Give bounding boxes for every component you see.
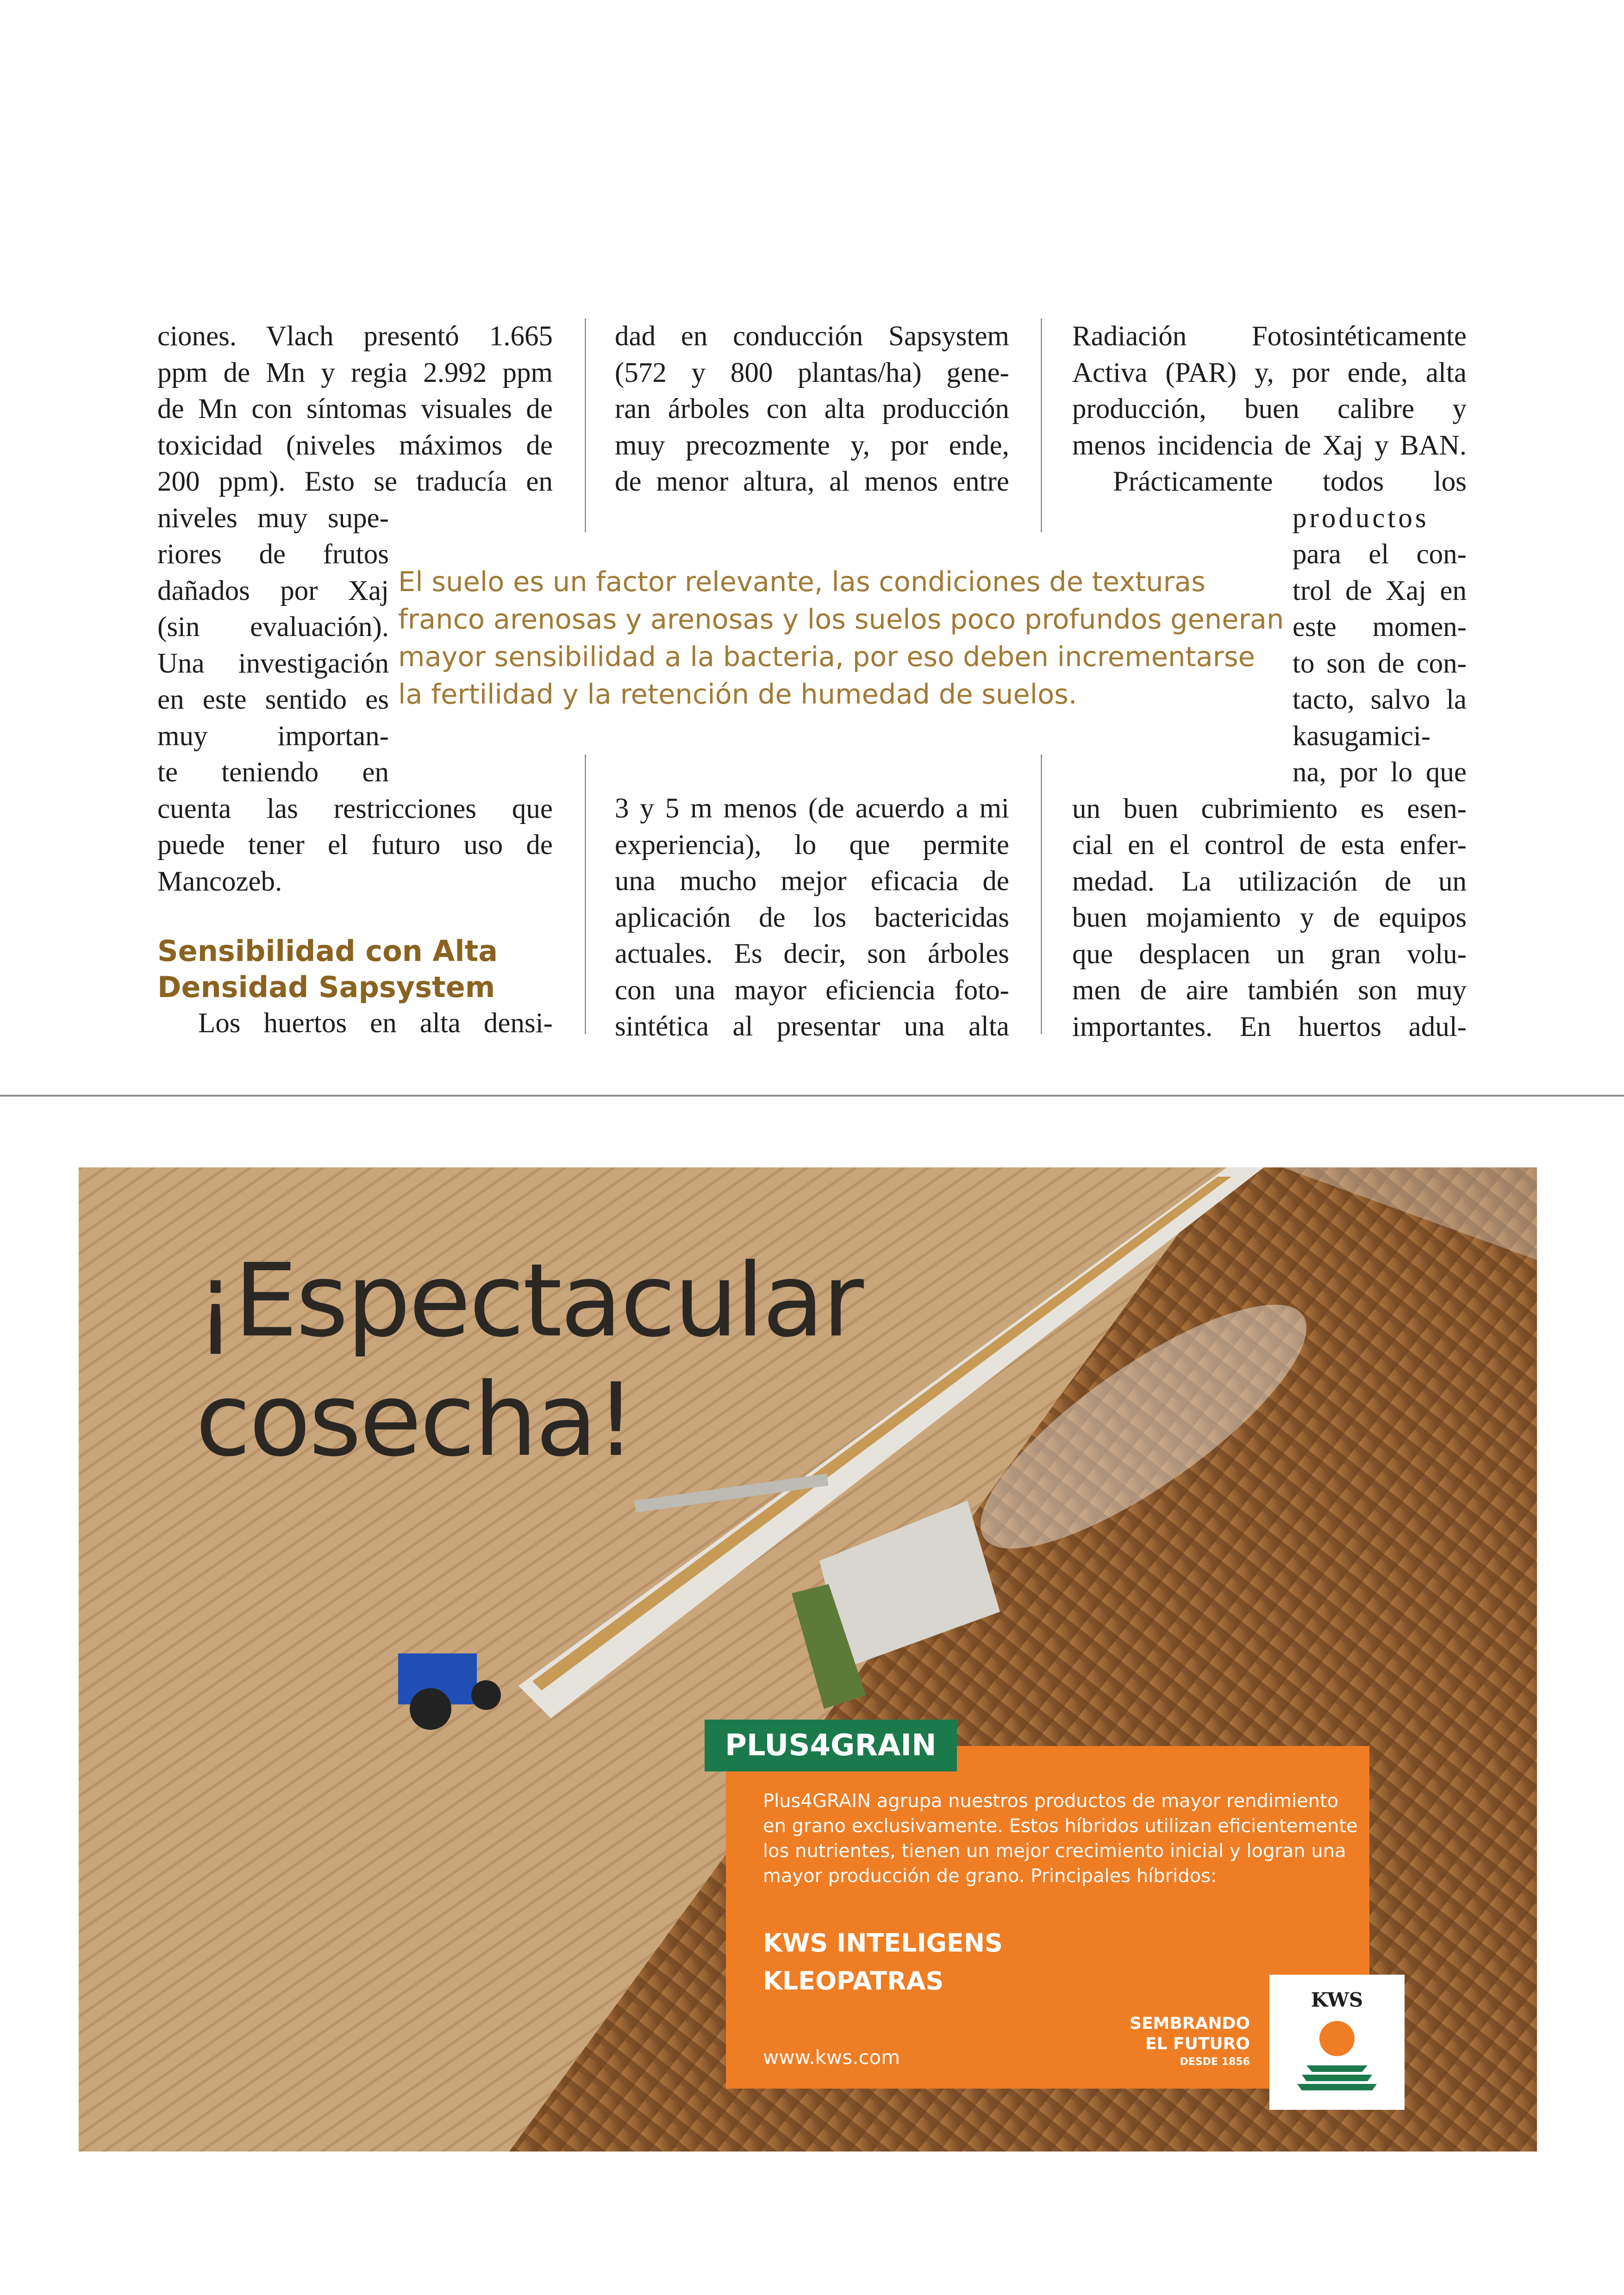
text-line: Una investigación [157,648,389,679]
text-line: riores de frutos [157,539,389,570]
product-name: KWS INTELIGENS [763,1928,1003,1958]
text-line: Radiación Fotosintéticamente [1072,321,1467,352]
pull-quote-line: mayor sensibilidad a la bacteria, por eso deben incrementarse [398,641,1255,673]
text-line: actuales. Es decir, son árboles [615,938,1009,969]
text-line: Mancozeb. [157,866,282,897]
text-line: Prácticamente todos los [1113,466,1467,497]
pull-quote [398,563,1284,713]
kws-logo-icon [1269,1975,1405,2110]
text-line: te teniendo en [157,757,389,788]
text-line: niveles muy supe- [157,502,389,534]
kws-logo [1269,1975,1405,2110]
promo-body-line: mayor producción de grano. Principales híbridos: [763,1865,1217,1887]
section-subhead [157,933,553,1005]
text-line: productos [1293,502,1429,534]
column-rule [585,755,586,1034]
website-link[interactable]: www.kws.com [763,2046,900,2069]
promo-body [763,1789,1358,1889]
kws-advertisement [79,1167,1537,2152]
headline-line: ¡Espectacular [195,1242,862,1360]
text-line: de menor altura, al menos entre [615,466,1009,497]
text-line: na, por lo que [1293,757,1467,788]
promo-body-line: los nutrientes, tienen un mejor crecimiento inicial y logran una [763,1840,1346,1862]
text-line: una mucho mejor eficacia de [615,866,1009,897]
text-line: Los huertos en alta densi- [198,1008,553,1039]
text-line: ciones. Vlach presentó 1.665 [157,321,553,352]
text-line: cuenta las restricciones que [157,793,553,824]
text-line: importantes. En huertos adul- [1072,1011,1467,1042]
text-line: 3 y 5 m menos (de acuerdo a mi [615,793,1009,824]
plus4grain-badge: PLUS4GRAIN [705,1720,957,1771]
subhead-line: Densidad Sapsystem [157,970,495,1004]
text-line: este momen- [1293,611,1467,642]
headline-line: cosecha! [195,1362,634,1479]
slogan-line: EL FUTURO [1145,2034,1250,2053]
product-name: KLEOPATRAS [763,1966,944,1996]
text-line: en este sentido es [157,684,389,715]
pull-quote-line: la fertilidad y la retención de humedad de suelos. [398,678,1077,710]
column-rule [1041,318,1042,532]
text-line: 200 ppm). Esto se traducía en [157,466,553,497]
promo-body-line: en grano exclusivamente. Estos híbridos utilizan eficientemente [763,1815,1358,1837]
column-rule [585,318,586,532]
subhead-line: Sensibilidad con Alta [157,934,498,968]
text-line: para el con- [1293,539,1467,570]
text-line: men de aire también son muy [1072,975,1467,1006]
text-line: que desplacen un gran volu- [1072,938,1467,970]
text-line: Activa (PAR) y, por ende, alta [1072,357,1467,388]
text-line: toxicidad (niveles máximos de [157,430,553,461]
slogan-line: SEMBRANDO [1130,2014,1250,2033]
text-line: (sin evaluación). [157,611,389,642]
text-line: dad en conducción Sapsystem [615,321,1009,352]
page-separator [0,1095,1624,1097]
article-column-2-bottom [615,791,1009,1045]
article-column-2-top [615,318,1009,500]
text-line: ppm de Mn y regia 2.992 ppm [157,357,553,388]
text-line: to son de con- [1293,648,1467,679]
slogan-since: DESDE 1856 [1180,2056,1250,2068]
text-line: medad. La utilización de un [1072,866,1467,897]
ad-headline [195,1241,862,1480]
product-list [763,1924,1003,2000]
text-line: cial en el control de esta enfer- [1072,829,1467,861]
text-line: trol de Xaj en [1293,575,1467,606]
text-line: dañados por Xaj [157,575,389,606]
text-line: sintética al presentar una alta [615,1011,1009,1042]
text-line: de Mn con síntomas visuales de [157,393,553,424]
text-line: ran árboles con alta producción [615,393,1009,424]
brand-slogan [1130,2014,1250,2070]
kws-logo-text: KWS [1311,1989,1363,2011]
text-line: un buen cubrimiento es esen- [1072,793,1467,824]
text-line: buen mojamiento y de equipos [1072,902,1467,933]
text-line: kasugamici- [1293,720,1431,752]
text-line: aplicación de los bactericidas [615,902,1009,933]
text-line: (572 y 800 plantas/ha) gene- [615,357,1009,388]
column-rule [1041,755,1042,1034]
text-line: producción, buen calibre y [1072,393,1467,424]
text-line: puede tener el futuro uso de [157,829,553,861]
article-column-3 [1072,318,1467,1045]
text-line: muy precozmente y, por ende, [615,430,1009,461]
pull-quote-line: franco arenosas y arenosas y los suelos poco profundos generan [398,603,1284,635]
text-line: con una mayor eficiencia foto- [615,974,1009,1006]
text-line: muy importan- [157,720,389,752]
pull-quote-line: El suelo es un factor relevante, las condiciones de texturas [398,566,1206,598]
text-line: menos incidencia de Xaj y BAN. [1072,430,1467,461]
promo-body-line: Plus4GRAIN agrupa nuestros productos de mayor rendimiento [763,1790,1339,1812]
text-line: experiencia), lo que permite [615,829,1009,861]
text-line: tacto, salvo la [1293,684,1467,715]
